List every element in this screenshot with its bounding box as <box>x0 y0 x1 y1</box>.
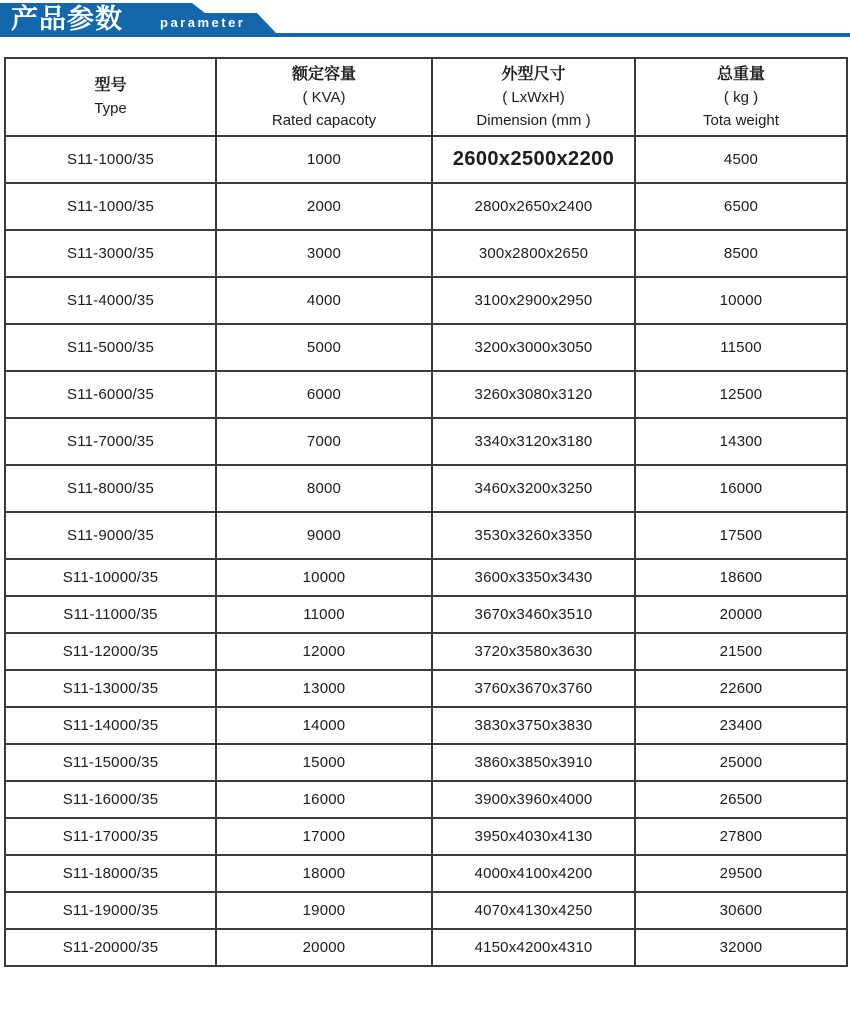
cell-dimension: 4150x4200x4310 <box>432 929 635 966</box>
column-header-capacity <box>216 58 432 136</box>
cell-capacity: 9000 <box>216 512 432 559</box>
cell-capacity: 18000 <box>216 855 432 892</box>
cell-dimension: 3950x4030x4130 <box>432 818 635 855</box>
column-header-line: 额定容量 <box>291 65 356 83</box>
table-row <box>5 596 847 633</box>
cell-model: S11-19000/35 <box>5 892 216 929</box>
cell-dimension: 3460x3200x3250 <box>432 465 635 512</box>
cell-weight: 23400 <box>635 707 847 744</box>
cell-dimension: 3340x3120x3180 <box>432 418 635 465</box>
cell-weight: 6500 <box>635 183 847 230</box>
cell-dimension: 3200x3000x3050 <box>432 324 635 371</box>
cell-dimension: 300x2800x2650 <box>432 230 635 277</box>
cell-weight: 25000 <box>635 744 847 781</box>
table-row <box>5 559 847 596</box>
cell-model: S11-17000/35 <box>5 818 216 855</box>
cell-capacity: 2000 <box>216 183 432 230</box>
table-row <box>5 230 847 277</box>
cell-capacity: 15000 <box>216 744 432 781</box>
cell-weight: 22600 <box>635 670 847 707</box>
table-row <box>5 277 847 324</box>
cell-model: S11-12000/35 <box>5 633 216 670</box>
cell-model: S11-8000/35 <box>5 465 216 512</box>
banner-ribbon-shape <box>0 0 850 40</box>
table-row <box>5 512 847 559</box>
page-subtitle: parameter <box>160 15 246 30</box>
cell-capacity: 6000 <box>216 371 432 418</box>
table-head <box>5 58 847 136</box>
column-header-line: ( kg ) <box>723 88 759 106</box>
cell-dimension: 2600x2500x2200 <box>432 136 635 183</box>
table-row <box>5 781 847 818</box>
cell-model: S11-4000/35 <box>5 277 216 324</box>
cell-weight: 11500 <box>635 324 847 371</box>
cell-dimension: 3720x3580x3630 <box>432 633 635 670</box>
table-row <box>5 929 847 966</box>
cell-model: S11-3000/35 <box>5 230 216 277</box>
cell-model: S11-6000/35 <box>5 371 216 418</box>
cell-dimension: 2800x2650x2400 <box>432 183 635 230</box>
column-header-line: 外型尺寸 <box>501 65 566 83</box>
column-header-line: 总重量 <box>716 65 765 83</box>
cell-weight: 18600 <box>635 559 847 596</box>
table-header-row <box>5 58 847 136</box>
cell-model: S11-20000/35 <box>5 929 216 966</box>
column-header-line: Rated capacoty <box>271 111 377 129</box>
cell-capacity: 10000 <box>216 559 432 596</box>
column-header-line: Tota weight <box>703 111 779 129</box>
table-row <box>5 371 847 418</box>
column-header-line: Type <box>94 100 127 117</box>
cell-capacity: 11000 <box>216 596 432 633</box>
cell-capacity: 19000 <box>216 892 432 929</box>
column-header-line: ( LxWxH) <box>502 88 565 106</box>
cell-dimension: 4000x4100x4200 <box>432 855 635 892</box>
cell-model: S11-1000/35 <box>5 136 216 183</box>
cell-dimension: 3260x3080x3120 <box>432 371 635 418</box>
table-body <box>5 136 847 966</box>
cell-model: S11-16000/35 <box>5 781 216 818</box>
cell-weight: 16000 <box>635 465 847 512</box>
table-row <box>5 670 847 707</box>
table-row <box>5 136 847 183</box>
cell-capacity: 1000 <box>216 136 432 183</box>
cell-weight: 21500 <box>635 633 847 670</box>
cell-weight: 29500 <box>635 855 847 892</box>
table-row <box>5 324 847 371</box>
cell-capacity: 5000 <box>216 324 432 371</box>
column-header-line: ( KVA) <box>302 88 346 106</box>
table-row <box>5 633 847 670</box>
page-title: 产品参数 <box>11 4 123 34</box>
parameters-table <box>4 57 848 967</box>
cell-dimension: 3900x3960x4000 <box>432 781 635 818</box>
column-header-line: 型号 <box>94 77 127 94</box>
table-row <box>5 707 847 744</box>
cell-weight: 26500 <box>635 781 847 818</box>
cell-model: S11-15000/35 <box>5 744 216 781</box>
cell-model: S11-1000/35 <box>5 183 216 230</box>
cell-model: S11-18000/35 <box>5 855 216 892</box>
cell-model: S11-9000/35 <box>5 512 216 559</box>
cell-model: S11-7000/35 <box>5 418 216 465</box>
table-row <box>5 183 847 230</box>
cell-weight: 30600 <box>635 892 847 929</box>
cell-weight: 14300 <box>635 418 847 465</box>
cell-dimension: 3100x2900x2950 <box>432 277 635 324</box>
cell-weight: 4500 <box>635 136 847 183</box>
cell-capacity: 3000 <box>216 230 432 277</box>
cell-model: S11-11000/35 <box>5 596 216 633</box>
cell-capacity: 12000 <box>216 633 432 670</box>
table-row <box>5 418 847 465</box>
cell-capacity: 14000 <box>216 707 432 744</box>
table-row <box>5 892 847 929</box>
cell-weight: 12500 <box>635 371 847 418</box>
cell-capacity: 13000 <box>216 670 432 707</box>
banner-ribbon-polygon <box>0 3 850 37</box>
cell-weight: 10000 <box>635 277 847 324</box>
table-row <box>5 465 847 512</box>
table-row <box>5 855 847 892</box>
cell-capacity: 17000 <box>216 818 432 855</box>
cell-dimension: 4070x4130x4250 <box>432 892 635 929</box>
cell-capacity: 4000 <box>216 277 432 324</box>
cell-model: S11-5000/35 <box>5 324 216 371</box>
cell-dimension: 3670x3460x3510 <box>432 596 635 633</box>
cell-model: S11-10000/35 <box>5 559 216 596</box>
cell-weight: 17500 <box>635 512 847 559</box>
cell-weight: 8500 <box>635 230 847 277</box>
cell-weight: 27800 <box>635 818 847 855</box>
cell-dimension: 3860x3850x3910 <box>432 744 635 781</box>
cell-capacity: 16000 <box>216 781 432 818</box>
cell-capacity: 20000 <box>216 929 432 966</box>
column-header-weight <box>635 58 847 136</box>
cell-capacity: 7000 <box>216 418 432 465</box>
cell-weight: 20000 <box>635 596 847 633</box>
cell-capacity: 8000 <box>216 465 432 512</box>
table-row <box>5 744 847 781</box>
cell-dimension: 3760x3670x3760 <box>432 670 635 707</box>
cell-weight: 32000 <box>635 929 847 966</box>
cell-model: S11-14000/35 <box>5 707 216 744</box>
column-header-line: Dimension (mm ) <box>476 111 591 129</box>
column-header-model <box>5 58 216 136</box>
cell-dimension: 3830x3750x3830 <box>432 707 635 744</box>
table-row <box>5 818 847 855</box>
cell-model: S11-13000/35 <box>5 670 216 707</box>
column-header-dimension <box>432 58 635 136</box>
cell-dimension: 3600x3350x3430 <box>432 559 635 596</box>
banner <box>0 0 850 40</box>
cell-dimension: 3530x3260x3350 <box>432 512 635 559</box>
